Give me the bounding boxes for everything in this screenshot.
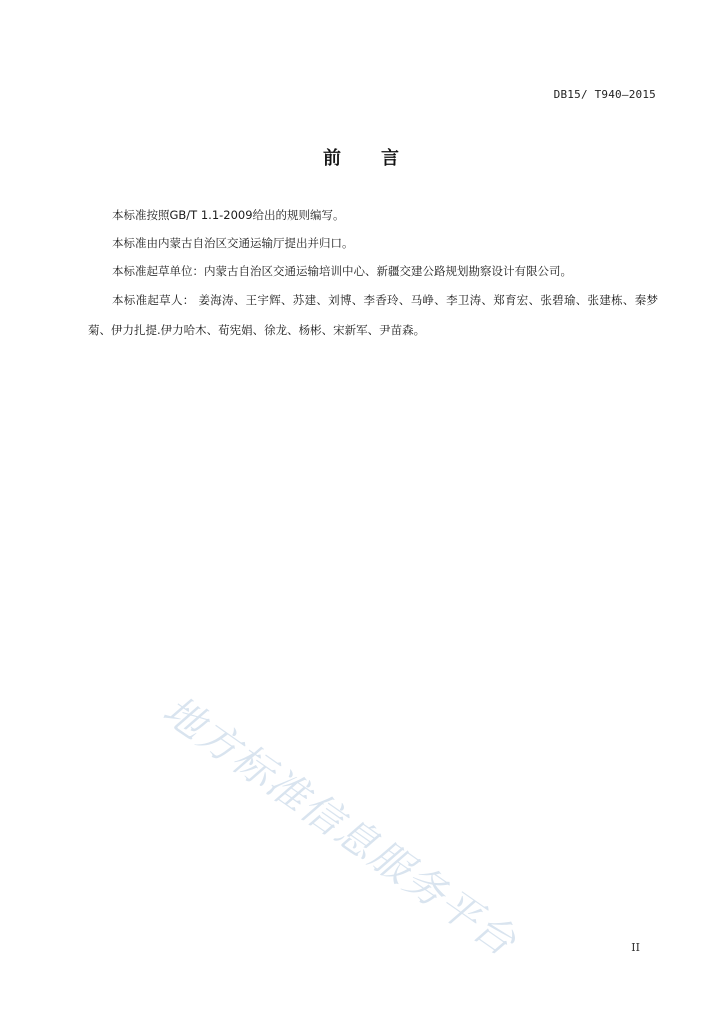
watermark: 地方标准信息服务平台 — [154, 687, 525, 966]
foreword-body — [88, 207, 658, 357]
paragraph-drafters: 本标准起草人： 姜海涛、王宇辉、苏建、刘博、李香玲、马峥、李卫涛、郑育宏、张碧瑜、张建栋、秦梦菊、伊力扎提.伊力哈木、荀宪娟、徐龙、杨彬、宋新军、尹苗森。 — [88, 293, 658, 337]
paragraph-drafting-units: 本标准起草单位：内蒙古自治区交通运输培训中心、新疆交建公路规划勘察设计有限公司。 — [112, 264, 572, 278]
page-number: II — [631, 941, 640, 954]
paragraph-proposer: 本标准由内蒙古自治区交通运输厅提出并归口。 — [112, 236, 354, 250]
paragraph-drafting-rules: 本标准按照GB/T 1.1-2009给出的规则编写。 — [112, 208, 345, 222]
title-char-1: 前 — [323, 148, 343, 169]
title-char-2: 言 — [381, 148, 401, 169]
standard-code: DB15/ T940—2015 — [553, 88, 656, 101]
page-title — [0, 144, 724, 170]
